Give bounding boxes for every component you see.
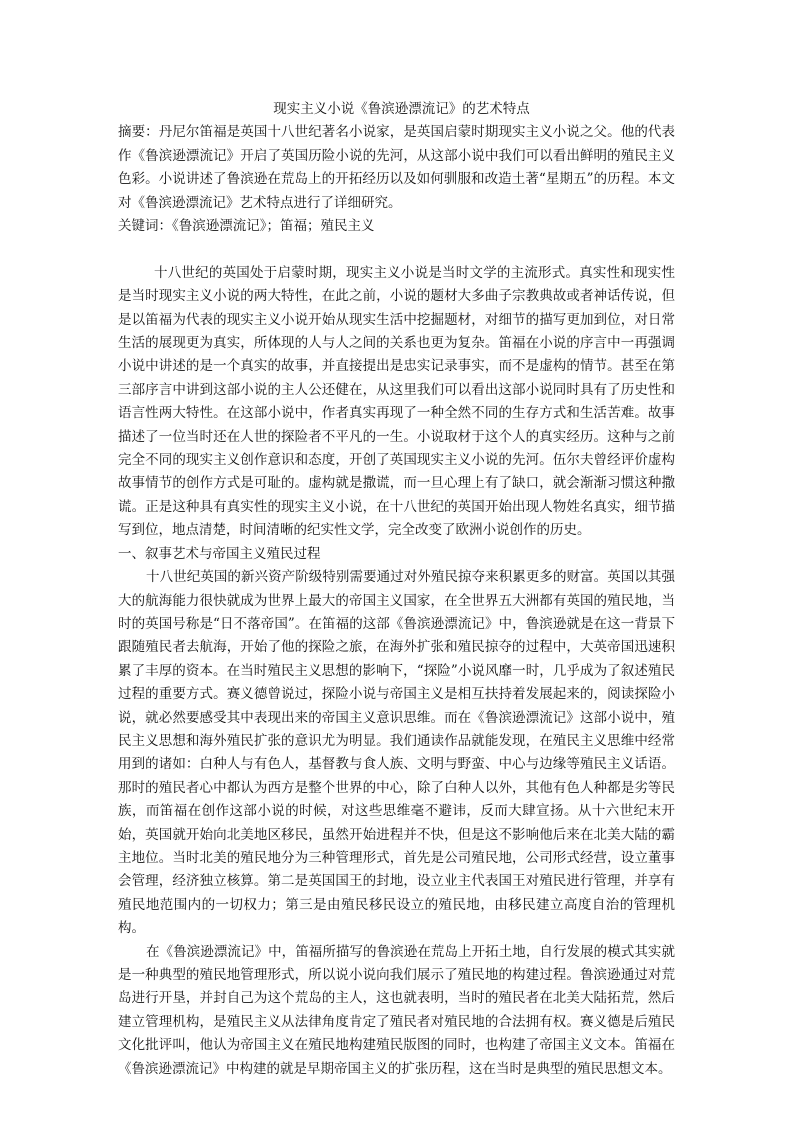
- document-page: [118, 98, 675, 1081]
- article-title: 现实主义小说《鲁滨逊漂流记》的艺术特点: [273, 101, 530, 117]
- intro-paragraph: 十八世纪的英国处于启蒙时期，现实主义小说是当时文学的主流形式。真实性和现实性是当时现实主义小说的两大特性，在此之前，小说的题材大多曲子宗教典故或者神话传说，但是以笛福为代表的现实主义小说开始从现实生活中挖掘题材，对细节的描写更加到位，对日常生活的展现更为真实，所体现的人与人之间的关系也更为复杂。笛福在小说的序言中一再强调小说中讲述的是一个真实的故事，并直接提出是忠实记录事实，而不是虚构的情节。甚至在第三部序言中讲到这部小说的主人公还健在，从这里我们可以看出这部小说同时具有了历史性和语言性两大特性。在这部小说中，作者真实再现了一种全然不同的生存方式和生活苦难。故事描述了一位当时还在人世的探险者不平凡的一生。小说取材于这个人的真实经历。这种与之前完全不同的现实主义创作意识和态度，开创了英国现实主义小说的先河。伍尔夫曾经评价虚构故事情节的创作方式是可耻的。虚构就是撒谎，而一旦心理上有了缺口，就会渐渐习惯这种撒谎。正是这种具有真实性的现实主义小说，在十八世纪的英国开始出现人物姓名真实，细节描写到位，地点清楚，时间清晰的纪实性文学，完全改变了欧洲小说创作的历史。: [118, 264, 675, 539]
- section-heading: 一、叙事艺术与帝国主义殖民过程: [118, 545, 321, 562]
- section-paragraph-2: 在《鲁滨逊漂流记》中，笛福所描写的鲁滨逊在荒岛上开拓土地，自行发展的模式其实就是一种典型的殖民地管理形式，所以说小说向我们展示了殖民地的构建过程。鲁滨逊通过对荒岛进行开垦，并封自己为这个荒岛的主人，这也就表明，当时的殖民者在北美大陆拓荒，然后建立管理机构，是殖民主义从法律角度肯定了殖民者对殖民地的合法拥有权。赛义德是后殖民文化批评叫，他认为帝国主义在殖民地构建殖民版图的同时，也构建了帝国主义文本。笛福在《鲁滨逊漂流记》中构建的就是早期帝国主义的扩张历程，这在当时是典型的殖民思想文本。: [118, 943, 675, 1077]
- keywords: 关键词：《鲁滨逊漂流记》；笛福；殖民主义: [118, 218, 375, 235]
- abstract: 摘要：丹尼尔笛福是英国十八世纪著名小说家，是英国启蒙时期现实主义小说之父。他的代表作《鲁滨逊漂流记》开启了英国历险小说的先河，从这部小说中我们可以看出鲜明的殖民主义色彩。小说讲述了鲁滨逊在荒岛上的开拓经历以及如何驯服和改造土著“星期五”的历程。本文对《鲁滨逊漂流记》艺术特点进行了详细研究。: [118, 124, 675, 211]
- blank-line: [118, 238, 675, 261]
- section-paragraph-1: 十八世纪英国的新兴资产阶级特别需要通过对外殖民掠夺来积累更多的财富。英国以其强大的航海能力很快就成为世界上最大的帝国主义国家，在全世界五大洲都有英国的殖民地，当时的英国号称是“日不落帝国”。在笛福的这部《鲁滨逊漂流记》中，鲁滨逊就是在这一背景下跟随殖民者去航海，开始了他的探险之旅，在海外扩张和殖民掠夺的过程中，大英帝国迅速积累了丰厚的资本。在当时殖民主义思想的影响下，“探险”小说风靡一时，几乎成为了叙述殖民过程的重要方式。赛义德曾说过，探险小说与帝国主义是相互扶持着发展起来的，阅读探险小说，就必然要感受其中表现出来的帝国主义意识思维。而在《鲁滨逊漂流记》这部小说中，殖民主义思想和海外殖民扩张的意识尤为明显。我们通读作品就能发现，在殖民主义思维中经常用到的诸如：白种人与有色人，基督教与食人族、文明与野蛮、中心与边缘等殖民主义话语。那时的殖民者心中都认为西方是整个世界的中心，除了白种人以外，其他有色人种都是劣等民族，而笛福在创作这部小说的时候，对这些思维毫不避讳，反而大肆宣扬。从十六世纪末开始，英国就开始向北美地区移民，虽然开始进程并不快，但是这不影响他后来在北美大陆的霸主地位。当时北美的殖民地分为三种管理形式，首先是公司殖民地，公司形式经营，设立董事会管理，经济独立核算。第二是英国国王的封地，设立业主代表国王对殖民进行管理，并享有殖民地范围内的一切权力；第三是由殖民移民设立的殖民地，由移民建立高度自治的管理机构。: [118, 569, 675, 937]
